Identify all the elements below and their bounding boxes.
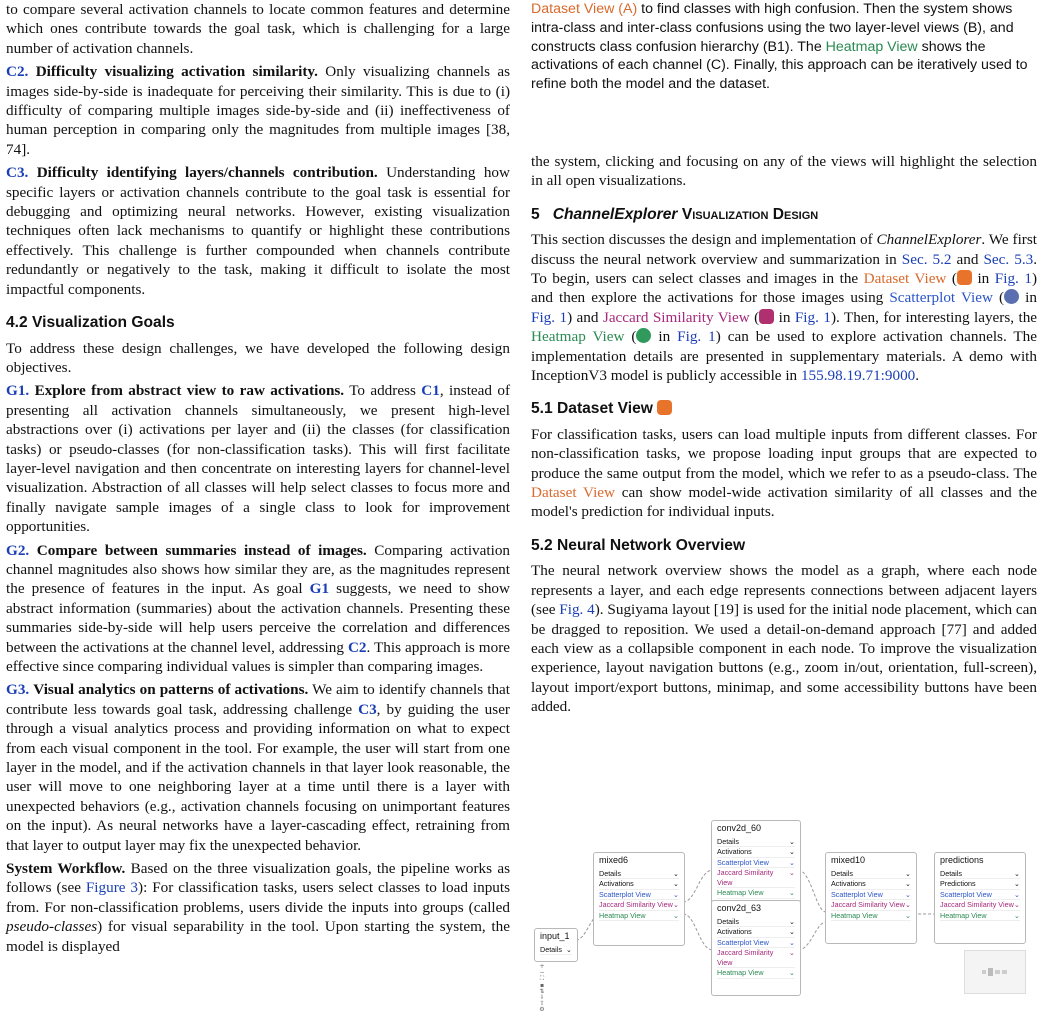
s5-ref-sec53[interactable]: Sec. 5.3 [983, 250, 1034, 268]
row-label: Heatmap View [717, 888, 764, 897]
s5-em: ChannelExplorer [876, 231, 982, 249]
zoom-out-icon[interactable]: − [539, 969, 545, 977]
chevron-down-icon: ⌄ [788, 937, 795, 947]
g3-text-b: , by guiding the user through a visual analytics process and providing information on what to expect from each visual component in the tool. For example, the user will start from one layer in the model, and if the activation channels in that layer look reasonable, the user will move to one neighboring layer at a time until there is a layer with unexpected behaviors (e.g., activation channels focusing on unimportant features on the input). As neural networks have a layer-cascading effect, retraining from that layer to output layer may fix the unexpected behavior. [6, 700, 510, 854]
chevron-down-icon: ⌄ [672, 879, 679, 888]
node-row[interactable] [717, 858, 795, 869]
chevron-down-icon: ⌄ [672, 868, 679, 878]
edge-conv60-mixed10 [798, 870, 826, 912]
node-row[interactable] [940, 900, 1020, 911]
g1-ref-c1[interactable]: C1 [421, 382, 440, 400]
section-5-2-heading: 5.2 Neural Network Overview [531, 536, 746, 554]
s52-a: The neural network overview shows the model as a graph, where each node represents a layer, and each edge represents connections between adjacent layers (see [531, 562, 1037, 619]
right-column [531, 0, 1037, 721]
dataset-view-icon [957, 270, 972, 285]
node-row-details[interactable] [540, 945, 572, 956]
s5-a: This section discusses the design and implementation of [531, 231, 877, 249]
g2-ref-g1[interactable]: G1 [309, 580, 330, 598]
c3-text: Understanding how specific layers or activation channels contribute to the goal task is essential for debugging and optimizing neural networks. However, existing visualization techniques often lack mechanisms to quantify or highlight these contributions effectively. This challenge is further compounded when channels contribute redundantly or negatively to the task, making it difficult to isolate the most impactful components. [6, 164, 510, 298]
lock-icon[interactable]: ▪ [539, 981, 545, 989]
section-5-2-body [531, 561, 1037, 716]
node-row[interactable] [599, 869, 679, 880]
s5-dataset-view-link[interactable]: Dataset View [863, 270, 947, 288]
node-row[interactable] [831, 890, 911, 901]
s5-g: ) and then explore the activations for those images using [531, 270, 1037, 307]
node-row[interactable] [599, 911, 679, 922]
chevron-down-icon: ⌄ [788, 857, 795, 867]
row-label: Details [540, 944, 562, 954]
g3-text-a: We aim to identify channels that contribute less towards goal task, addressing challenge [6, 681, 510, 718]
node-mixed10[interactable] [825, 852, 917, 944]
row-label: Heatmap View [831, 910, 878, 920]
node-mixed6[interactable] [593, 852, 685, 946]
c2-text: Only visualizing channels as images side-by-side is inadequate for perceiving their similarity. This is due to (i) difficulty of comparing multiple images side-by-side and (ii) ineffectiveness of human perception in comparing only the magnitudes from multiple images [38, 74]. [6, 63, 511, 158]
intro-tail: to compare several activation channels to locate common features and determine which ones contribute towards the goal task, which is challenging for a large number of activation channels. [6, 1, 510, 57]
goal-g1 [6, 381, 510, 536]
chevron-down-icon: ⌄ [1013, 889, 1020, 899]
node-row[interactable] [717, 847, 795, 858]
row-label: Heatmap View [717, 968, 764, 977]
jaccard-view-icon [759, 309, 774, 324]
s5-d: . To begin, users can select classes and images in the [531, 250, 1038, 288]
s5-k: . [915, 367, 920, 385]
row-label: Jaccard Similarity View [831, 900, 905, 909]
sw-em: pseudo-classes [6, 918, 98, 936]
chevron-down-icon: ⌄ [788, 868, 795, 877]
node-row[interactable] [717, 927, 795, 938]
row-label: Scatterplot View [940, 889, 992, 899]
row-label: Activations [717, 847, 752, 856]
chevron-down-icon: ⌄ [1013, 910, 1020, 920]
row-label: Jaccard Similarity View [717, 948, 774, 967]
s5-j: ) can be used to explore activation channels. The implementation details are presented in supplementary materials. A demo with InceptionV3 model is publicly accessible in [531, 328, 1038, 385]
c3-label[interactable]: C3. [6, 164, 29, 182]
s5-f3: in [774, 308, 795, 326]
chevron-down-icon: ⌄ [1013, 868, 1020, 878]
chevron-down-icon: ⌄ [788, 836, 795, 846]
node-predictions[interactable] [934, 852, 1026, 944]
chevron-down-icon: ⌄ [1013, 900, 1020, 909]
sw-title: System Workflow. [6, 860, 126, 878]
chevron-down-icon: ⌄ [672, 900, 679, 909]
node-title: mixed6 [599, 855, 629, 865]
row-label: Activations [831, 879, 866, 888]
g2-title: Compare between summaries instead of images. [36, 541, 367, 559]
node-title: input_1 [540, 931, 570, 941]
caption-text-d: shows the activations of each channel (C). Finally, this approach can be iteratively used to refine both the model and the dataset. [531, 38, 1028, 93]
node-conv2d-63[interactable] [711, 900, 801, 996]
c3-title: Difficulty identifying layers/channels contribution. [36, 164, 378, 182]
row-label: Activations [717, 927, 752, 936]
heatmap-view-icon [636, 328, 651, 343]
g3-label[interactable]: G3. [6, 681, 30, 699]
row-label: Heatmap View [940, 910, 987, 920]
g2-text-b: suggests, we need to show abstract information (summaries) about the activation channels. Presenting these summaries side-by-side will help users perceive the correlation and differences between the activations at the channel level, addressing [6, 580, 510, 656]
row-label: Details [599, 868, 621, 878]
demo-url-link[interactable]: 155.98.19.71:9000 [800, 367, 916, 385]
s5-paren-open: ( [624, 328, 637, 346]
node-row[interactable] [940, 869, 1020, 880]
s5-c: and [951, 250, 984, 268]
g2-label[interactable]: G2. [6, 541, 30, 559]
node-row[interactable] [940, 879, 1020, 890]
node-row[interactable] [831, 869, 911, 880]
node-row[interactable] [831, 879, 911, 890]
row-label: Activations [599, 879, 634, 888]
node-input-1[interactable] [534, 928, 578, 962]
chevron-down-icon: ⌄ [904, 889, 911, 899]
s5-ref-fig1-d[interactable]: Fig. 1 [677, 328, 716, 346]
row-label: Heatmap View [599, 910, 646, 920]
s5-h: ) and [567, 308, 603, 326]
s5-e2: ( [992, 289, 1005, 307]
s5-e3: ( [749, 308, 760, 326]
section-5-body [531, 230, 1037, 385]
edge-conv63-mixed10 [798, 922, 826, 950]
s5-i: ). Then, for interesting layers, the [830, 308, 1038, 326]
goal-g2 [6, 541, 510, 677]
s51-b: can show model-wide activation similarity of all classes and the model's prediction for individual inputs. [531, 484, 1037, 521]
chevron-down-icon: ⌄ [565, 944, 572, 954]
s5-ref-fig1-c[interactable]: Fig. 1 [794, 308, 831, 326]
node-row[interactable] [831, 911, 911, 922]
g3-title: Visual analytics on patterns of activations. [33, 681, 309, 699]
node-row[interactable] [717, 868, 795, 888]
chevron-down-icon: ⌄ [904, 900, 911, 909]
c2-label[interactable]: C2. [6, 63, 29, 81]
node-row[interactable] [599, 890, 679, 901]
goals-intro: To address these design challenges, we have developed the following design objectives. [6, 339, 510, 376]
row-label: Jaccard Similarity View [599, 900, 673, 909]
chevron-down-icon: ⌄ [1013, 879, 1020, 888]
fullscreen-icon[interactable]: ⛶ [539, 975, 545, 983]
edge-mixed6-conv60 [683, 870, 713, 902]
node-title: conv2d_60 [717, 823, 762, 833]
node-row[interactable] [599, 879, 679, 890]
settings-icon[interactable]: ⚙ [539, 1006, 545, 1014]
zoom-in-icon[interactable]: + [539, 963, 545, 970]
section-5-number: 5 [531, 205, 540, 223]
row-label: Scatterplot View [831, 889, 883, 899]
row-label: Jaccard Similarity View [940, 900, 1014, 909]
g1-text-b: , instead of presenting all activation channels simultaneously, we present high-level abstractions over (i) activations per layer and (ii) the classes (for classification tasks) or pseudo-classes (for non-classification tasks). This will first facilitate layer-level navigation and then concentrate on interesting layers for channel-level visualization. Abstraction of all classes will help select classes to focus more and finally navigate sample images of a single class to look for improvement opportunities. [6, 382, 511, 536]
row-label: Scatterplot View [717, 857, 769, 867]
s51-dataset-view-link[interactable]: Dataset View [531, 484, 616, 502]
node-row[interactable] [831, 900, 911, 911]
edge-mixed6-conv63 [683, 914, 713, 950]
c2-title: Difficulty visualizing activation similarity. [35, 63, 318, 81]
g1-title: Explore from abstract view to raw activations. [34, 382, 345, 400]
s52-ref-fig4[interactable]: Fig. 4 [559, 601, 595, 619]
node-row[interactable] [717, 917, 795, 928]
s5-ref-sec52[interactable]: Sec. 5.2 [901, 250, 952, 268]
sw-ref-figure3[interactable]: Figure 3 [85, 879, 139, 897]
section-5-1-heading [531, 399, 1037, 418]
figure-caption-tail [531, 0, 1037, 94]
section-4-2-heading: 4.2 Visualization Goals [6, 314, 175, 332]
export-icon[interactable]: ⇩ [539, 994, 545, 1002]
goal-g3 [6, 680, 510, 855]
row-label: Scatterplot View [599, 889, 651, 899]
row-label: Details [831, 868, 853, 878]
node-row[interactable] [717, 968, 795, 979]
system-workflow [6, 859, 510, 956]
network-graph-figure [531, 823, 1037, 1014]
row-label: Scatterplot View [717, 937, 769, 947]
chevron-down-icon: ⌄ [904, 868, 911, 878]
g2-ref-c2[interactable]: C2 [347, 638, 367, 656]
chevron-down-icon: ⌄ [904, 879, 911, 888]
minimap[interactable] [964, 950, 1026, 994]
node-row[interactable] [940, 911, 1020, 922]
challenge-c2 [6, 62, 510, 159]
g2-text-a: Comparing activation channel magnitudes also shows how similar they are, as the magnitudes represent the presence of features in the input. As goal [6, 541, 511, 598]
s5-f1: in [971, 270, 995, 288]
g3-ref-c3[interactable]: C3 [358, 700, 377, 718]
dataset-view-icon [657, 400, 672, 415]
s5-b: . We first discuss the neural network overview and summarization in [531, 231, 1037, 268]
section-5-title-rest: Visualization Design [681, 205, 819, 223]
section-5-heading [531, 205, 1037, 224]
s5-e1: ( [946, 270, 957, 288]
import-icon[interactable]: ⇧ [539, 1000, 545, 1008]
g1-label[interactable]: G1. [6, 382, 30, 400]
chevron-down-icon: ⌄ [904, 910, 911, 920]
row-label: Details [717, 916, 739, 926]
section-5-1-title: 5.1 Dataset View [531, 400, 653, 418]
node-title: mixed10 [831, 855, 866, 865]
s5-ref-fig1-a[interactable]: Fig. 1 [994, 270, 1032, 288]
section-5-title-em: ChannelExplorer [552, 205, 678, 223]
s5-jaccard-view-link[interactable]: Jaccard Similarity View [602, 308, 750, 326]
left-column [6, 0, 510, 960]
row-label: Details [717, 836, 739, 846]
node-title: conv2d_63 [717, 903, 762, 913]
caption-text-b: to find classes with high confusion. Then the system shows intra-class and inter-class confusions using the two layer-level views (B), and constructs class confusion hierarchy (B1). The [531, 1, 1014, 55]
node-conv2d-60[interactable] [711, 820, 801, 908]
s51-a: For classification tasks, users can load multiple inputs from different classes. For non-classification tasks, we propose loading input groups that are expected to produce the same output from the model, which we refer to as a pseudo-class. The [531, 425, 1037, 482]
node-row[interactable] [940, 890, 1020, 901]
chevron-down-icon: ⌄ [788, 847, 795, 856]
g1-text-a: To address [344, 382, 422, 400]
node-title: predictions [940, 855, 984, 865]
sw-text-c: ) for visual separability in the tool. Upon starting the system, the model is displayed [6, 918, 510, 955]
section-5-1-body [531, 425, 1037, 522]
chevron-down-icon: ⌄ [788, 916, 795, 926]
continued-text: the system, clicking and focusing on any of the views will highlight the selection in all open visualizations. [531, 152, 1037, 190]
chevron-down-icon: ⌄ [788, 968, 795, 977]
row-label: Predictions [940, 879, 976, 888]
s5-f4: in [651, 328, 678, 346]
g2-text-c: . This approach is more effective since comparing individual values is simpler than comparing images. [6, 638, 511, 675]
chevron-down-icon: ⌄ [788, 948, 795, 957]
s5-ref-fig1-b[interactable]: Fig. 1 [531, 308, 568, 326]
node-row[interactable] [717, 888, 795, 899]
sw-text-b: ): For classification tasks, users select classes to load inputs from. For non-classification problems, users divide the inputs into groups (called [6, 879, 511, 916]
chevron-down-icon: ⌄ [672, 889, 679, 899]
chevron-down-icon: ⌄ [672, 910, 679, 920]
s52-b: ). Sugiyama layout [19] is used for the initial node placement, which can be dragged to reposition. We used a detail-on-demand approach [77] and added each view as a collapsible component in each node. To improve the visualization experience, layout navigation buttons (e.g., zoom in/out, orientation, full-screen), layout import/export buttons, minimap, and some accessibility buttons have been added. [531, 601, 1037, 716]
sw-text-a: Based on the three visualization goals, the pipeline works as follows (see [6, 860, 510, 897]
chevron-down-icon: ⌄ [788, 927, 795, 936]
orientation-icon[interactable]: ⇅ [539, 987, 545, 995]
node-row[interactable] [717, 837, 795, 848]
challenge-c3 [6, 163, 510, 299]
graph-controls-toolbar [537, 964, 547, 1014]
node-row[interactable] [717, 948, 795, 968]
s5-heatmap-view-link[interactable]: Heatmap View [531, 328, 625, 346]
s5-scatterplot-view-link[interactable]: Scatterplot View [889, 289, 993, 307]
s5-f2: in [1019, 289, 1037, 307]
caption-dataset-view-link[interactable]: Dataset View (A) [531, 1, 638, 17]
chevron-down-icon: ⌄ [788, 888, 795, 897]
node-row[interactable] [717, 938, 795, 949]
row-label: Jaccard Similarity View [717, 868, 774, 887]
scatterplot-view-icon [1004, 289, 1019, 304]
node-row[interactable] [599, 900, 679, 911]
row-label: Details [940, 868, 962, 878]
caption-heatmap-view-link[interactable]: Heatmap View [825, 38, 918, 55]
